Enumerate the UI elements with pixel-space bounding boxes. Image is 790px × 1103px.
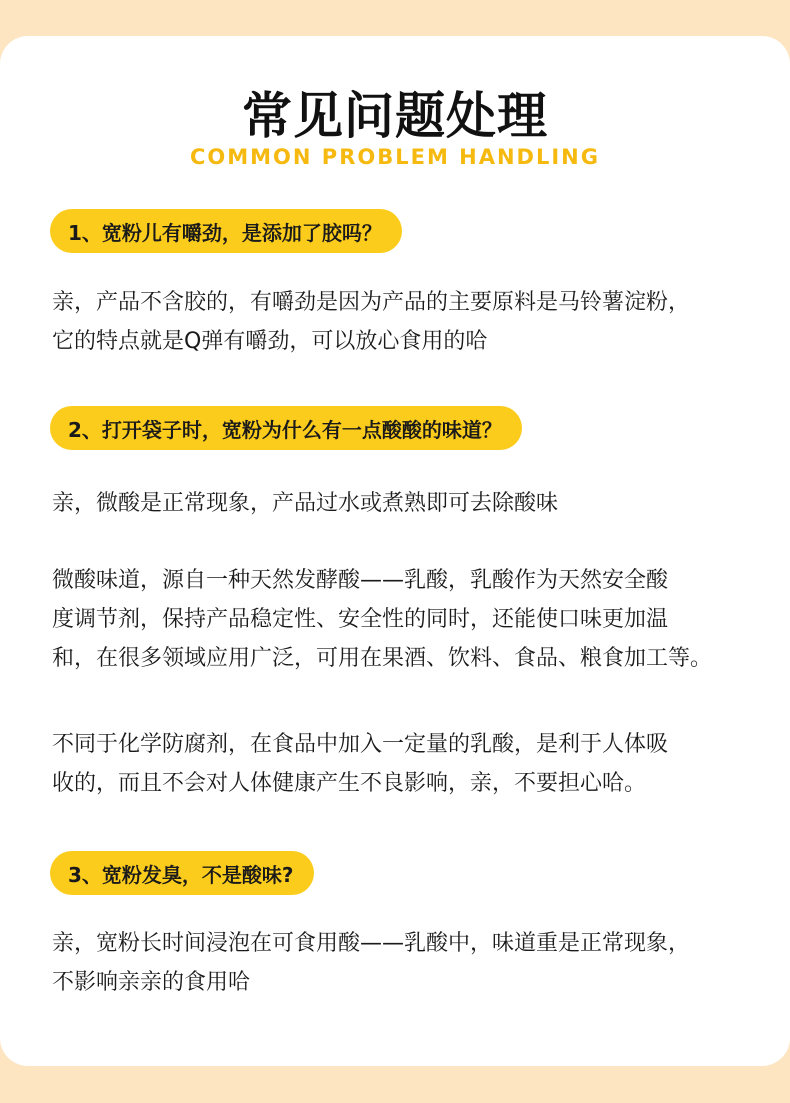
page-subtitle: COMMON PROBLEM HANDLING: [190, 145, 600, 169]
answer-2-paragraph-1: [52, 484, 752, 523]
answer-2-paragraph-2: [52, 561, 752, 678]
answer-line: 不影响亲亲的食用哈: [52, 970, 251, 995]
answer-line: 它的特点就是Q弹有嚼劲，可以放心食用的哈: [52, 329, 488, 354]
answer-line: 收的，而且不会对人体健康产生不良影响，亲，不要担心哈。: [52, 771, 647, 796]
answer-line: 亲，宽粉长时间浸泡在可食用酸——乳酸中，味道重是正常现象，: [52, 931, 691, 956]
answer-line: 微酸味道，源自一种天然发酵酸——乳酸，乳酸作为天然安全酸: [52, 568, 669, 593]
question-3-badge: 3、宽粉发臭，不是酸味?: [50, 851, 314, 895]
content-card: [0, 36, 790, 1066]
answer-line: 和，在很多领域应用广泛，可用在果酒、饮料、食品、粮食加工等。: [52, 646, 713, 671]
answer-3-paragraph: [52, 924, 752, 1002]
answer-line: 度调节剂，保持产品稳定性、安全性的同时，还能使口味更加温: [52, 607, 669, 632]
question-1-badge: 1、宽粉儿有嚼劲，是添加了胶吗？: [50, 209, 402, 253]
answer-line: 亲，微酸是正常现象，产品过水或煮熟即可去除酸味: [52, 491, 559, 516]
page-title: 常见问题处理: [242, 87, 548, 145]
answer-line: 亲，产品不含胶的，有嚼劲是因为产品的主要原料是马铃薯淀粉，: [52, 290, 691, 315]
answer-line: 不同于化学防腐剂，在食品中加入一定量的乳酸，是利于人体吸: [52, 732, 669, 757]
answer-1-paragraph: [52, 283, 752, 361]
answer-2-paragraph-3: [52, 725, 752, 803]
question-2-badge: 2、打开袋子时，宽粉为什么有一点酸酸的味道？: [50, 406, 522, 450]
